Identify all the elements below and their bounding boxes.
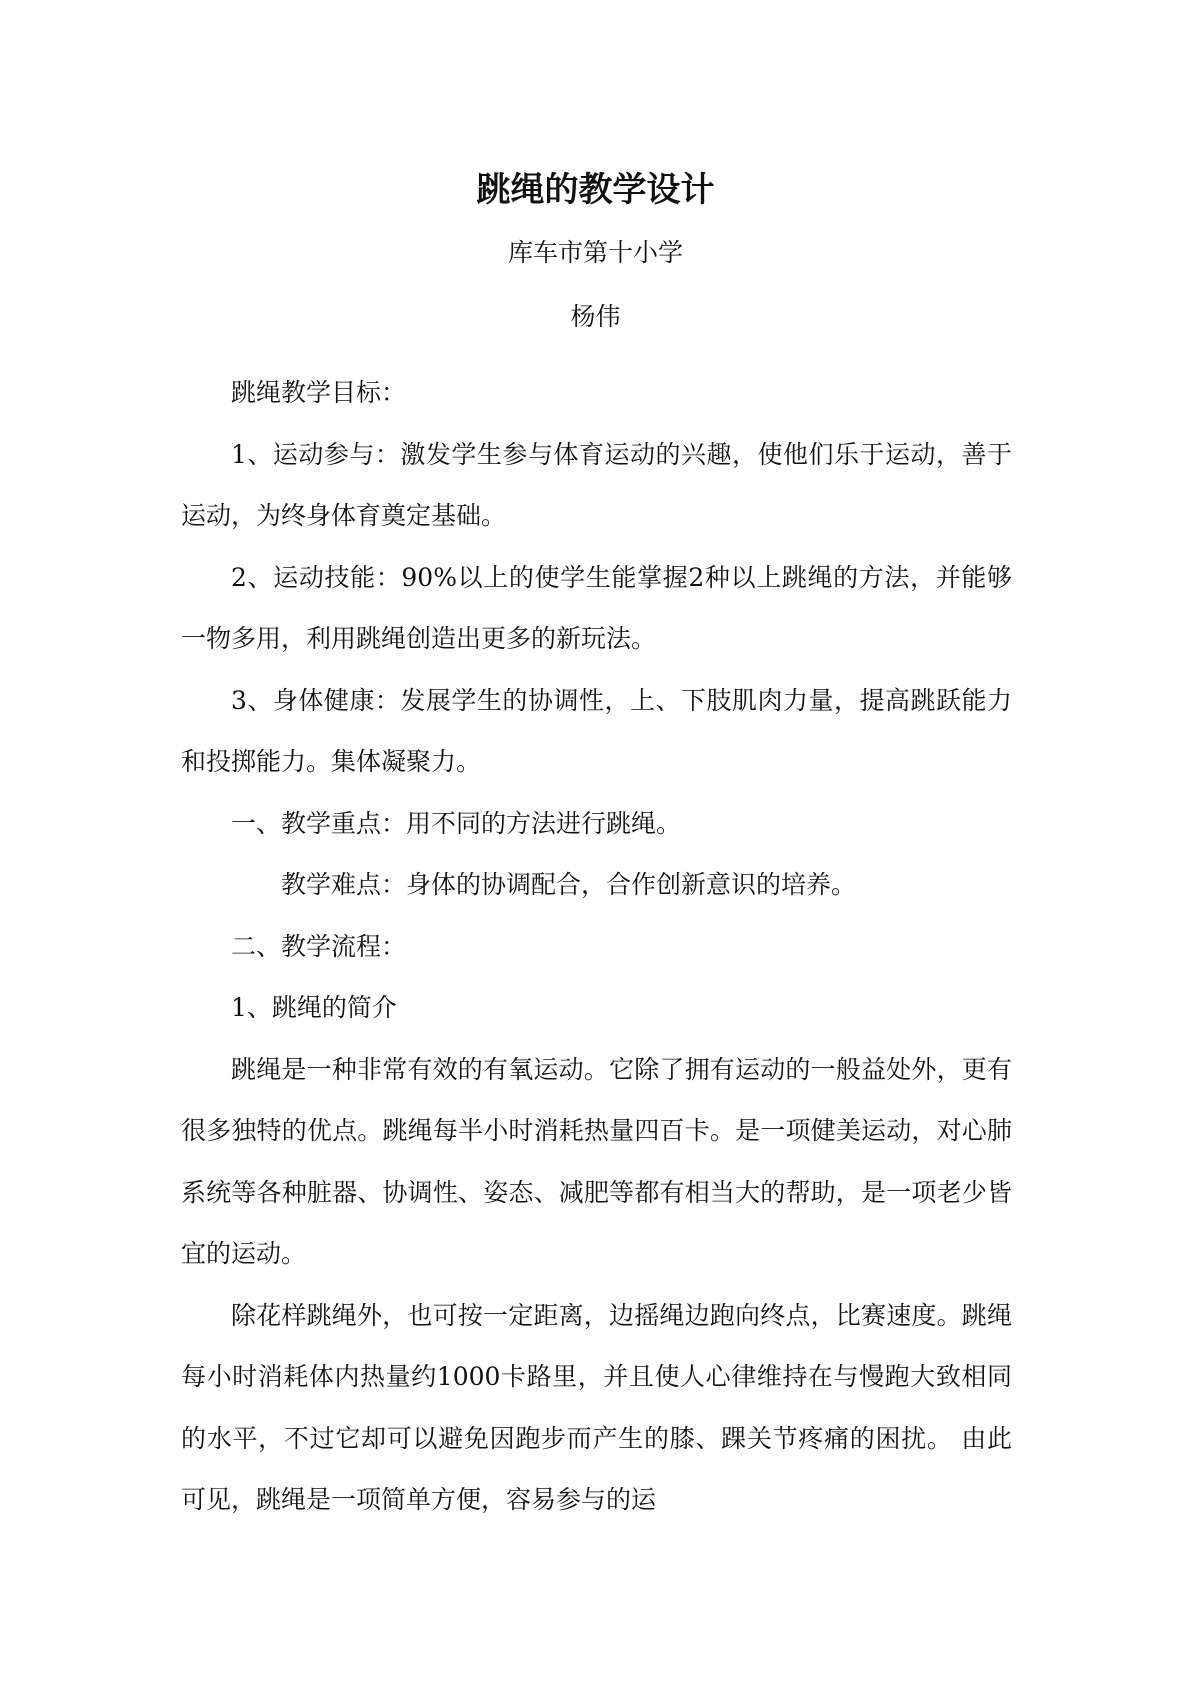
author-name: 杨伟 — [570, 302, 621, 331]
document-title: 跳绳的教学设计 — [476, 170, 715, 210]
paragraph-intro-1: 跳绳是一种非常有效的有氧运动。它除了拥有运动的一般益处外，更有很多独特的优点。跳绳每半小时消耗热量四百卡。是一项健美运动，对心肺系统等各种脏器、协调性、姿态、减肥等都有相当大的帮助，是一项老少皆宜的运动。 — [181, 1054, 1012, 1268]
paragraph-intro-2: 除花样跳绳外，也可按一定距离，边摇绳边跑向终点，比赛速度。跳绳每小时消耗体内热量约1000卡路里，并且使人心律维持在与慢跑大致相同的水平，不过它却可以避免因跑步而产生的膝、踝关节疼痛的困扰。 由此可见，跳绳是一项简单方便，容易参与的运 — [181, 1300, 1012, 1514]
paragraph-objectives-heading: 跳绳教学目标： — [231, 378, 407, 407]
paragraph-process-heading: 二、教学流程： — [231, 931, 407, 961]
paragraph-objective-2: 2、运动技能：90%以上的使学生能掌握2种以上跳绳的方法，并能够一物多用，利用跳绳创造出更多的新玩法。 — [181, 562, 1012, 653]
school-name: 库车市第十小学 — [507, 238, 683, 267]
paragraph-intro-heading: 1、跳绳的简介 — [231, 993, 397, 1022]
paragraph-objective-3: 3、身体健康：发展学生的协调性，上、下肢肌肉力量，提高跳跃能力和投掷能力。集体凝聚力。 — [181, 685, 1012, 776]
paragraph-objective-1: 1、运动参与：激发学生参与体育运动的兴趣，使他们乐于运动，善于运动，为终身体育奠定基础。 — [181, 439, 1012, 530]
document-body — [181, 362, 1012, 1531]
paragraph-difficulty: 教学难点：身体的协调配合，合作创新意识的培养。 — [281, 870, 857, 899]
paragraph-key-point: 一、教学重点：用不同的方法进行跳绳。 — [231, 808, 682, 838]
